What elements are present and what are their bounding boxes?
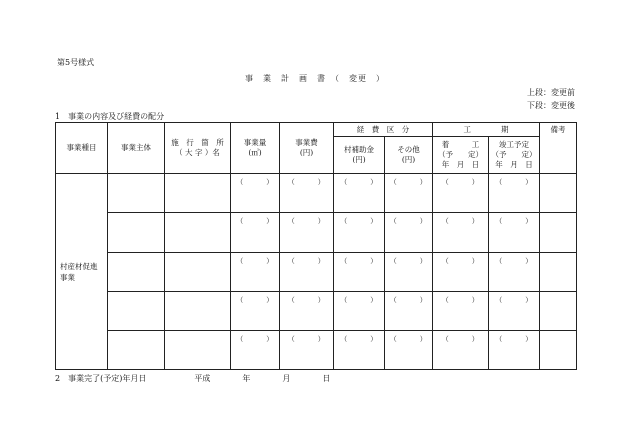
header-completion-line1: 竣工予定 [499, 140, 529, 150]
document-title: 事 業 計 画 書 （ 変更 ） [245, 74, 385, 83]
header-remarks: 備考 [540, 123, 577, 174]
header-village-subsidy [334, 137, 385, 174]
header-completion [489, 137, 540, 174]
village-subsidy-cell[interactable]: （ ） [334, 174, 385, 213]
header-cost [280, 123, 334, 174]
header-quantity-label: 事業量 [243, 138, 267, 148]
completion-cell[interactable]: （ ） [489, 291, 540, 330]
header-other-unit: (円) [401, 155, 416, 165]
header-start-line2: （予 定） [438, 150, 483, 160]
location-cell[interactable] [165, 213, 231, 252]
cost-cell[interactable]: （ ） [280, 291, 334, 330]
header-completion-line3: 年 月 日 [495, 160, 533, 170]
quantity-cell[interactable]: （ ） [231, 252, 280, 291]
header-cost-breakdown: 経 費 区 分 [334, 123, 433, 137]
completion-cell[interactable]: （ ） [489, 252, 540, 291]
other-cell[interactable]: （ ） [385, 213, 433, 252]
remarks-cell[interactable] [540, 330, 577, 369]
location-cell[interactable] [165, 252, 231, 291]
remarks-cell[interactable] [540, 252, 577, 291]
quantity-cell[interactable]: （ ） [231, 213, 280, 252]
project-plan-table [55, 122, 577, 370]
table-row [56, 213, 577, 252]
header-project-type: 事業種目 [56, 123, 108, 174]
village-subsidy-cell[interactable]: （ ） [334, 291, 385, 330]
start-cell[interactable]: （ ） [433, 291, 489, 330]
header-completion-line2: （予 定） [491, 150, 537, 160]
header-quantity-unit: (㎥) [248, 148, 262, 158]
upper-row-note: 上段：変更前 [527, 88, 575, 97]
start-cell[interactable]: （ ） [433, 330, 489, 369]
cost-cell[interactable]: （ ） [280, 330, 334, 369]
header-start-line3: 年 月 日 [441, 160, 480, 170]
header-project-entity: 事業主体 [108, 123, 165, 174]
completion-cell[interactable]: （ ） [489, 330, 540, 369]
header-cost-label: 事業費 [295, 138, 318, 148]
completion-cell[interactable]: （ ） [489, 213, 540, 252]
header-village-subsidy-label: 村補助金 [344, 145, 374, 155]
completion-cell[interactable]: （ ） [489, 174, 540, 213]
entity-cell[interactable] [108, 330, 165, 369]
location-cell[interactable] [165, 330, 231, 369]
category-label: 村産材促進事業 [60, 261, 98, 282]
header-location-line1: 施 行 箇 所 [171, 138, 224, 148]
remarks-cell[interactable] [540, 213, 577, 252]
start-cell[interactable]: （ ） [433, 213, 489, 252]
location-cell[interactable] [165, 291, 231, 330]
start-cell[interactable]: （ ） [433, 174, 489, 213]
header-location [165, 123, 231, 174]
section-1-heading: 1 事業の内容及び経費の配分 [55, 112, 165, 121]
entity-cell[interactable] [108, 291, 165, 330]
village-subsidy-cell[interactable]: （ ） [334, 330, 385, 369]
table-row [56, 330, 577, 369]
header-village-subsidy-unit: (円) [352, 155, 366, 165]
cost-cell[interactable]: （ ） [280, 174, 334, 213]
remarks-cell[interactable] [540, 174, 577, 213]
village-subsidy-cell[interactable]: （ ） [334, 213, 385, 252]
location-cell[interactable] [165, 174, 231, 213]
header-start [433, 137, 489, 174]
other-cell[interactable]: （ ） [385, 252, 433, 291]
header-location-line2: （ 大 字 ）名 [175, 148, 220, 158]
header-other-label: その他 [397, 145, 420, 155]
table-row [56, 174, 577, 213]
quantity-cell[interactable]: （ ） [231, 291, 280, 330]
quantity-cell[interactable]: （ ） [231, 330, 280, 369]
other-cell[interactable]: （ ） [385, 291, 433, 330]
other-cell[interactable]: （ ） [385, 330, 433, 369]
start-cell[interactable]: （ ） [433, 252, 489, 291]
table-row [56, 252, 577, 291]
lower-row-note: 下段：変更後 [527, 101, 575, 110]
section-2-completion-date: 2 事業完了(予定)年月日 平成 年 月 日 [55, 374, 331, 383]
table-row [56, 291, 577, 330]
entity-cell[interactable] [108, 174, 165, 213]
header-construction-period: 工 期 [433, 123, 540, 137]
remarks-cell[interactable] [540, 291, 577, 330]
header-start-line1: 着 工 [441, 140, 480, 150]
header-cost-unit: (円) [299, 148, 314, 158]
quantity-cell[interactable]: （ ） [231, 174, 280, 213]
village-subsidy-cell[interactable]: （ ） [334, 252, 385, 291]
other-cell[interactable]: （ ） [385, 174, 433, 213]
cost-cell[interactable]: （ ） [280, 252, 334, 291]
form-number: 第5号様式 [57, 58, 95, 67]
cost-cell[interactable]: （ ） [280, 213, 334, 252]
entity-cell[interactable] [108, 252, 165, 291]
category-cell [56, 174, 108, 370]
header-other [385, 137, 433, 174]
header-quantity [231, 123, 280, 174]
entity-cell[interactable] [108, 213, 165, 252]
